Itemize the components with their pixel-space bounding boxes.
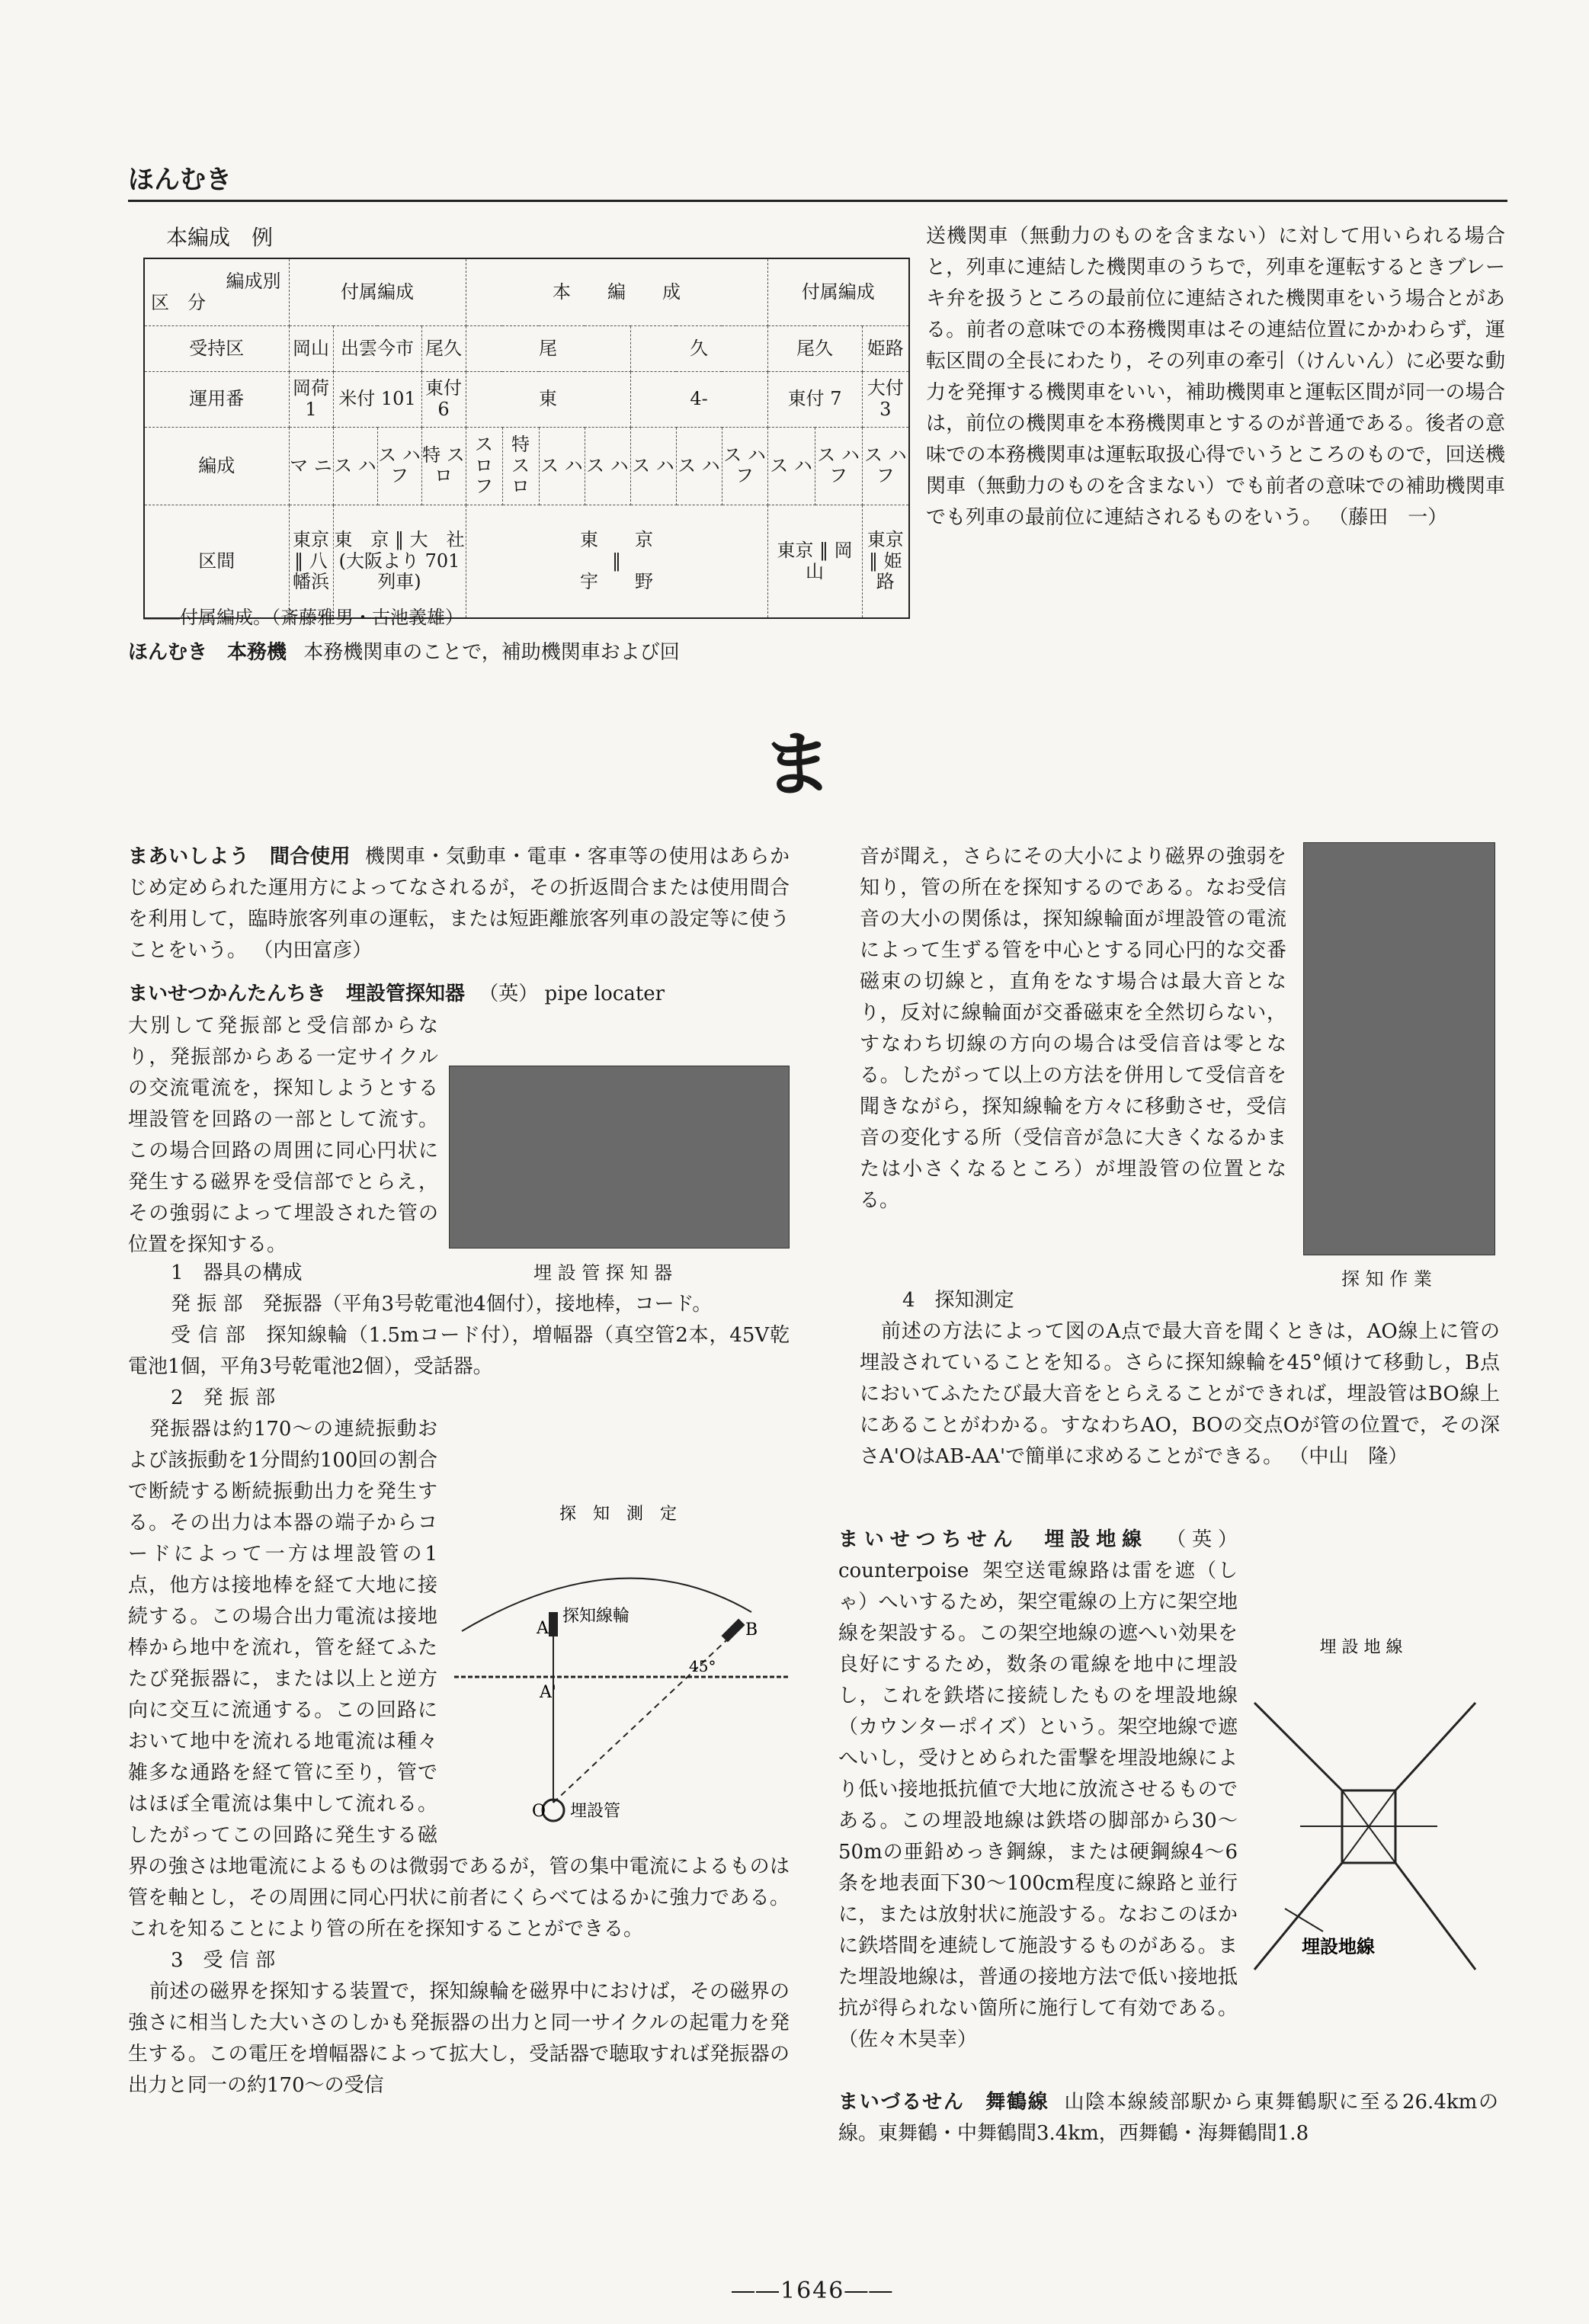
- table-cell: ス ハ: [630, 427, 676, 505]
- entry-maizuru: まいづるせん 舞鶴線 山陰本線綾部駅から東舞鶴駅に至る26.4kmの線。東舞鶴・中舞鶴間3.4km，西舞鶴・海舞鶴間1.8: [838, 2091, 1498, 2145]
- diagram-title: 探 知 測 定: [559, 1505, 678, 1524]
- row-label: 区間: [144, 505, 289, 618]
- detection-work-photo: [1303, 842, 1495, 1255]
- detection-diagram: [447, 1498, 790, 1833]
- entry-maisetsukan-head: まいせつかんたんちき 埋設管探知器 （英） pipe locater: [128, 982, 665, 1005]
- table-cell: 特 ス ロ: [421, 427, 466, 505]
- counterpoise-diagram: [1247, 1634, 1498, 2000]
- ground-wire: [1395, 1863, 1475, 1970]
- label-o: O: [532, 1802, 546, 1821]
- counterpoise-label: 埋設地線: [1302, 1935, 1375, 1957]
- coil-a: [549, 1612, 558, 1636]
- table-note: ――付属編成。（斎藤雅男・古池義雄）: [143, 607, 463, 628]
- entry-term: まいせつかんたんちき 埋設管探知器: [128, 982, 466, 1005]
- entry-maai: まあいしよう 間合使用 機関車・気動車・電車・客車等の使用はあらかじめ定められた運用方によってなされるが，その折返間合または使用間合を利用して，臨時旅客列車の運転，または短距離旅客列車の設定等に使うことをいう。 （内田富彦）: [128, 845, 790, 962]
- table-caption: 本編成 例: [166, 225, 274, 250]
- row-label: 運用番: [144, 371, 289, 427]
- table-cell: 4-: [630, 371, 767, 427]
- group-left-header: 付属編成: [289, 258, 466, 326]
- table-cell: 東付 6: [421, 371, 466, 427]
- section-letter: ま: [762, 724, 833, 806]
- label-a: A: [537, 1619, 549, 1638]
- table-cell: ス ロ フ: [466, 427, 502, 505]
- group-right-header: 付属編成: [767, 258, 909, 326]
- table-cell: 尾久: [767, 326, 862, 371]
- entry-honmuki-head: ほんむき 本務機 本務機関車のことで，補助機関車および回: [128, 641, 680, 664]
- table-cell: 東付 7: [767, 371, 862, 427]
- header-rule: [128, 200, 1507, 202]
- maisetsukan-cont: 音が聞え，さらにその大小により磁界の強弱を知り，管の所在を探知するのである。なお受信音の大小の関係は，探知線輪面が埋設管の電流によって生ずる管を中心とする同心円的な交番磁束の切線と，直角をなす場合は最大音となり，反対に線輪面が交番磁束を全然切らない，すなわち切線の方向の場合は受信音は零となる。したがって以上の方法を併用して受信音を聞きながら，探知線輪を方々に移動させ，受信音の変化する所（受信音が急に大きくなるかまたは小さくなるところ）が埋設管の位置となる。: [860, 845, 1286, 1212]
- page-number: ――1646――: [732, 2278, 894, 2304]
- table-cell: ス ハ: [333, 427, 377, 505]
- photo-caption: 埋 設 管 探 知 器: [533, 1262, 673, 1284]
- table-cell: ス ハ: [676, 427, 722, 505]
- table-cell: 岡山: [289, 326, 333, 371]
- label-coil: 探知線輪: [562, 1607, 630, 1626]
- table-cell: 出雲今市: [333, 326, 421, 371]
- table-cell: 岡荷 1: [289, 371, 333, 427]
- counterpoise-svg: [1247, 1634, 1498, 2000]
- photo2-caption: 探 知 作 業: [1341, 1268, 1432, 1290]
- entry-maisetsusen: 埋 設 地 線 埋設地線 まいせつちせん 埋設地線 （英） counterpoise 架空送電線路は雷を遮（しゃ）へいするため，架空電線の上方に架空地線を架設する。この架空地線の遮へい効果を良好にするため，数条の電線を地中に埋設し，これを鉄塔に接続したものを埋設地線（カウンターポイズ）という。架空地線で遮へいし，受けとめられた雷撃を埋設地線により低い接地抵抗値で大地に放流させるものである。この埋設地線は鉄塔の脚部から30～50mの亜鉛めっき鋼線，または硬鋼線4～6条を地表面下30～100cm程度に線路と並行に，または放射状に施設する。なおこのほかに鉄塔間を連続して施設するものがある。また埋設地線は，普通の接地方法で低い接地抵抗が得られない箇所に施行して有効である。 （佐々木昊幸）: [838, 1524, 1498, 2088]
- row-label: 受持区: [144, 326, 289, 371]
- detection-diagram-svg: [447, 1498, 790, 1833]
- entry-honmuki-body: 送機関車（無動力のものを含まない）に対して用いられる場合と，列車に連結した機関車のうちで，列車を運転するときブレーキ弁を扱うところの最前位に連結された機関車をいう場合とがある。前者の意味での本務機関車はその連結位置にかかわらず，運転区間の全長にわたり，その列車の牽引（けんいん）に必要な動力を発揮する機関車をいい，補助機関車と運転区間が同一の場合は，前位の機関車を本務機関車とするのが普通である。後者の意味での本務機関車は運転取扱心得でいうところのもので，回送機関車（無動力のものを含まない）でも前者の意味での補助機関車でも列車の最前位に連結されるものをいう。 （藤田 一）: [926, 225, 1505, 529]
- entry-term: ほんむき 本務機: [128, 641, 287, 664]
- entry-term: まあいしよう 間合使用: [128, 845, 351, 868]
- table-cell: 尾久: [421, 326, 466, 371]
- running-head: ほんむき: [128, 165, 232, 195]
- table-cell: 東 京 ‖ 大 社 (大阪より 701列車): [333, 505, 466, 618]
- table-cell: 東: [466, 371, 630, 427]
- table-corner: 編成別 区 分: [144, 258, 289, 326]
- table-cell: ス ハ フ: [377, 427, 421, 505]
- table-cell: ス ハ フ: [862, 427, 909, 505]
- table-cell: 東京 ‖ 岡山: [767, 505, 862, 618]
- table-cell: 東 京 ‖ 宇 野: [466, 505, 767, 618]
- table-cell: ス ハ フ: [815, 427, 862, 505]
- table-cell: 姫路: [862, 326, 909, 371]
- table-cell: 東京 ‖ 姫路: [862, 505, 909, 618]
- coil-b: [721, 1618, 745, 1642]
- table-cell: 特 ス ロ: [502, 427, 539, 505]
- row-label: 編成: [144, 427, 289, 505]
- pipe-circle: [543, 1800, 564, 1821]
- label-b: B: [745, 1620, 758, 1640]
- group-mid-header: 本 編 成: [466, 258, 767, 326]
- label-pipe: 埋設管: [570, 1802, 621, 1821]
- table-cell: 大付 3: [862, 371, 909, 427]
- pipe-locator-photo: [449, 1066, 790, 1249]
- label-angle: 45°: [689, 1657, 716, 1675]
- table-cell: 尾: [466, 326, 630, 371]
- entry-term: まいせつちせん 埋設地線: [838, 1528, 1149, 1551]
- label-a-prime: A': [540, 1683, 556, 1702]
- maisetsukan-intro: 大別して発振部と受信部からなり，発振部からある一定サイクルの交流電流を，探知しようとする埋設管を回路の一部として流す。この場合回路の周囲に同心円状に発生する磁界を受信部でとらえ，その強弱によって埋設された管の位置を探知する。: [128, 1011, 790, 1262]
- table-cell: 久: [630, 326, 767, 371]
- table-cell: 東京 ‖ 八幡浜: [289, 505, 333, 618]
- ground-wire: [1395, 1703, 1475, 1790]
- label-leader: [1285, 1909, 1323, 1931]
- table-cell: ス ハ: [767, 427, 815, 505]
- table-cell: ス ハ: [539, 427, 585, 505]
- entry-term: まいづるせん 舞鶴線: [838, 2091, 1049, 2114]
- table-cell: ス ハ フ: [722, 427, 767, 505]
- table-cell: マ ニ: [289, 427, 333, 505]
- composition-table: [143, 258, 910, 619]
- maisetsukan-section2: 探 知 測 定 A 探知線輪 A' B 45° O 埋設管 発振器は約170～の連続振動および該振動を1分間約100回の割合で断続する断続振動出力を発生する。その出力は本器の端子からコードによって一方は埋設管の1点，他方は接地棒を経て大地に接続する。この場合出力電流は接地棒から地中を流れ，管を経てふたたび発振器に，または以上と逆方向に交互に流通する。この回路において地中を流れる地電流は種々雑多な通路を経て管に至り，管ではほぼ全電流は集中して流れる。したがってこの回路に発生する磁界の強さは地電流によるものは微弱であるが，管の集中電流によるものは管を軸とし，その周囲に同心円状に前者にくらべてはるかに強力である。これを知ることにより管の所在を探知することができる。 3 受 信 部 前述の磁界を探知する装置で，探知線輪を磁界中におけば，その磁界の強さに相当した大いさのしかも発振器の出力と同一サイクルの起電力を発生する。この電圧を増幅器によって拡大し，受話器で聴取すれば発振器の出力と同一の約170～の受信: [128, 1418, 790, 2097]
- ground-wire: [1254, 1703, 1342, 1790]
- maisetsukan-section1: 1 器具の構成 発 振 部 発振器（平角3号乾電池4個付），接地棒，コード。 受 信 部 探知線輪（1.5mコード付），増幅器（真空管2本，45V乾電池1個，平角3号乾電池2個），受話器。 2 発 振 部: [128, 1261, 790, 1409]
- table-cell: 米付 101: [333, 371, 421, 427]
- counterpoise-title: 埋 設 地 線: [1319, 1638, 1403, 1657]
- table-cell: ス ハ: [585, 427, 630, 505]
- maisetsukan-section4: 4 探知測定 前述の方法によって図のA点で最大音を聞くときは，AO線上に管の埋設されていることを知る。さらに探知線輪を45°傾けて移動し，B点においてふたたび最大音をとらえることができれば，埋設管はBO線上にあることがわかる。すなわちAO，BOの交点Oが管の位置で，その深さA'OはAB-AA'で簡単に求めることができる。 （中山 隆）: [860, 1289, 1500, 1468]
